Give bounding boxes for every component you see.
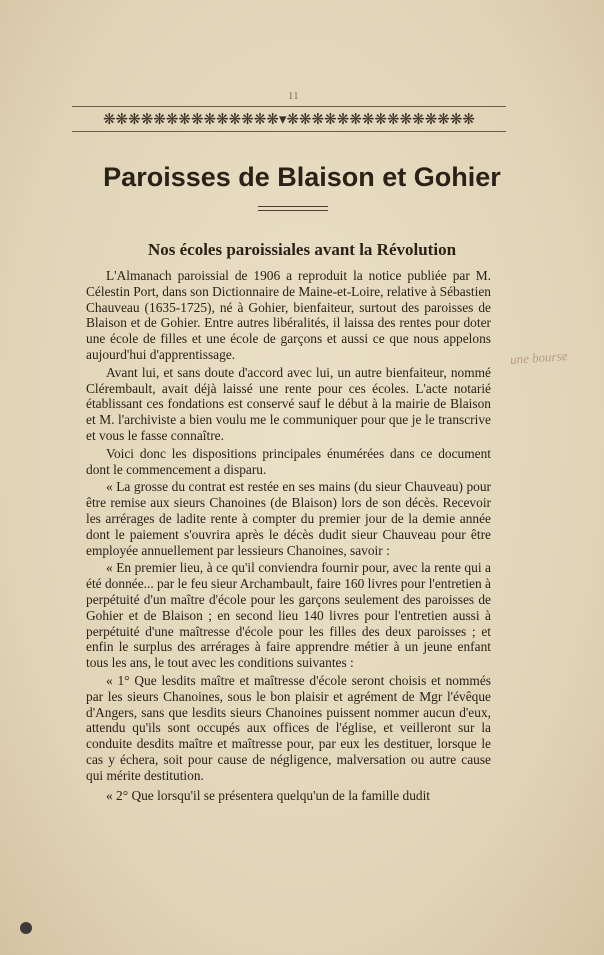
title-divider	[258, 206, 328, 211]
paragraph: Avant lui, et sans doute d'accord avec lui, un autre bienfaiteur, nommé Clérembault, avait déjà laissé une rente pour ces écoles. L'acte notarié établissant ces fondations est conservé sauf le début à la mairie de Blaison et M. l'archiviste a bien voulu me le communiquer pour que je le transcrive et vous le fasse connaître.	[86, 364, 491, 443]
ink-stain	[20, 922, 32, 934]
decorative-ornament-band: ❋❋❋❋❋❋❋❋❋❋❋❋❋❋▾❋❋❋❋❋❋❋❋❋❋❋❋❋❋❋	[72, 106, 506, 132]
page-number: 11	[288, 90, 299, 102]
page-title: Paroisses de Blaison et Gohier	[103, 162, 501, 192]
paragraph: L'Almanach paroissial de 1906 a reproduit la notice publiée par M. Célestin Port, dans son Dictionnaire de Maine-et-Loire, relative à Sébastien Chauveau (1635-1725), né à Gohier, bienfaiteur, surtout des paroisses de Blaison et de Gohier. Entre autres libéralités, il laissa des rentes pour doter une école de filles et une école de garçons et aussi ce que nous appelons aujourd'hui d'apprentissage.	[86, 268, 491, 362]
paragraph: « 2° Que lorsqu'il se présentera quelqu'un de la famille dudit	[106, 787, 431, 803]
paragraph: « 1° Que lesdits maître et maîtresse d'école seront choisis et nommés par les sieurs Chanoines, sous le bon plaisir et agrément de Mgr l'évêque d'Angers, sans que lesdits sieurs Chanoines puissent nommer aucun d'eux, attendu qu'ils sont occupés aux offices de l'église, et veilleront sur la conduite desdits maître et maîtresse pour, par eux les destituer, lorsque le cas y échera, soit pour cause de négligence, malversation ou autre cause qui mérite destitution.	[86, 672, 491, 783]
paragraph: « La grosse du contrat est restée en ses mains (du sieur Chauveau) pour être remise aux sieurs Chanoines (de Blaison) lors de son décès. Recevoir les arrérages de ladite rente à compter du premier jour de la demie année dont le paiement s'ouvrira après le décès dudit sieur Chauveau pour être employée annuellement par lessieurs Chanoines, savoir :	[86, 479, 491, 558]
body-text	[86, 268, 491, 805]
handwritten-margin-note: une bourse	[509, 348, 568, 367]
paragraph: « En premier lieu, à ce qu'il conviendra fournir pour, avec la rente qui a été donnée... par le feu sieur Archambault, faire 160 livres pour l'entretien à perpétuité d'un maître d'école pour les garçons seulement des paroisses de Gohier et de Blaison ; en second lieu 140 livres pour l'entretien aussi à perpétuité d'une maîtresse d'école pour les filles des deux paroisses ; et enfin le surplus des arrérages à faire apprendre métier à un jeune enfant tous les ans, le tout avec les conditions suivantes :	[86, 560, 491, 671]
section-title: Nos écoles paroissiales avant la Révolution	[147, 240, 457, 259]
paragraph: Voici donc les dispositions principales énumérées dans ce document dont le commencement a disparu.	[86, 445, 491, 477]
